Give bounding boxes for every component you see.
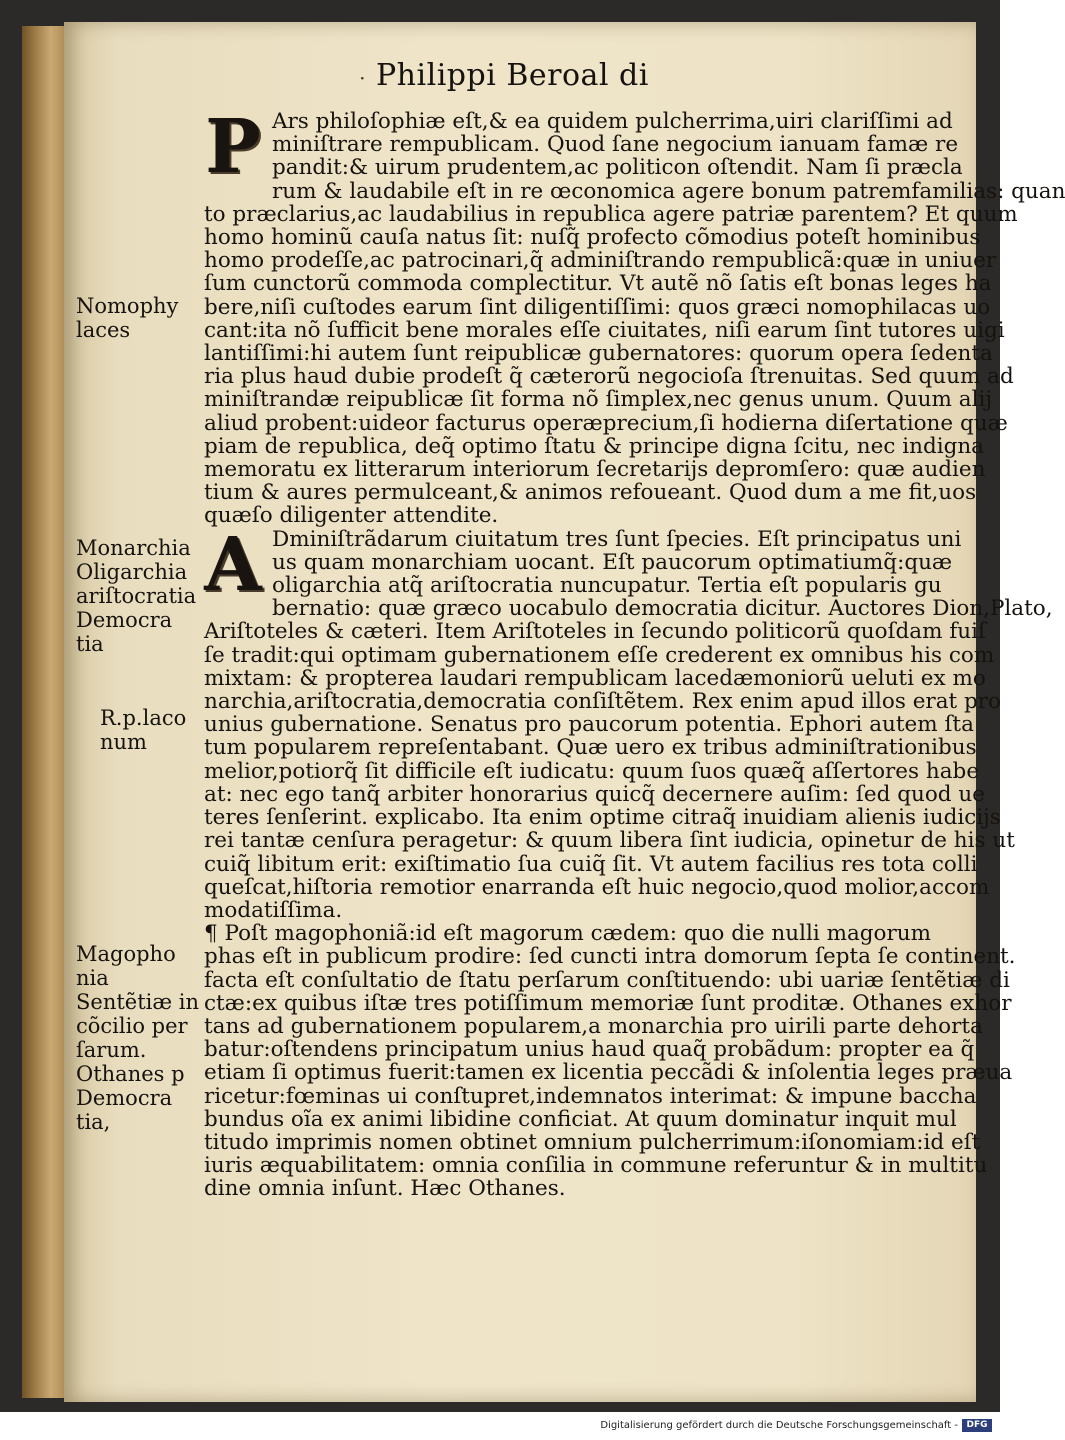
- text-line: mixtam: & propterea laudari rempublicam lacedæmoniorũ ueluti ex mo: [204, 665, 986, 691]
- text-line: dine omnia inſunt. Hæc Othanes.: [204, 1176, 566, 1202]
- text-line: aliud probent:uideor facturus operæprecium,ſi hodierna diſertatione quæ: [204, 410, 1008, 436]
- margin-note-line: ariſtocratia: [76, 584, 197, 608]
- margin-note-line: Sentẽtiæ in: [76, 990, 200, 1014]
- text-line: rum & laudabile eſt in re œconomica agere bonum patremfamilias: quan: [272, 178, 1065, 204]
- decorated-initial: A: [204, 521, 262, 608]
- margin-note-line: tia: [76, 632, 104, 656]
- paragraph-1: [204, 104, 1065, 529]
- text-line: tans ad gubernationem popularem,a monarchia pro uirili parte dehorta: [204, 1013, 983, 1039]
- text-line: oligarchia atq̃ ariſtocratia nuncupatur. Tertia eſt popularis gu: [272, 573, 942, 599]
- text-line: unius gubernatione. Senatus pro paucorum potentia. Ephori autem ſta: [204, 712, 974, 738]
- margin-note-monarchia: [76, 536, 204, 656]
- text-line: bernatio: quæ græco uocabulo democratia dicitur. Auctores Dion,Plato,: [272, 596, 1053, 622]
- paragraph-2: [204, 521, 1053, 923]
- margin-note-line: nia: [76, 966, 109, 990]
- text-line: titudo imprimis nomen obtinet omnium pulcherrimum:iſonomiam:id eſt: [204, 1129, 981, 1155]
- dfg-logo: DFG: [962, 1419, 992, 1432]
- text-line: ria plus haud dubie prodeſt q̃ cæterorũ negocioſa ſtrenuitas. Sed quum ad: [204, 364, 1014, 390]
- funding-credit: Digitalisierung gefördert durch die Deutsche Forschungsgemeinschaft -: [600, 1420, 958, 1431]
- margin-note-magophonia: [76, 942, 204, 1134]
- text-line: rei tantæ cenſura peragetur: & quum libera ſint iudicia, opinetur de his ut: [204, 828, 1015, 854]
- paragraph-3: [204, 921, 1016, 1202]
- margin-note-line: Nomophy: [76, 294, 179, 318]
- text-line: etiam ſi optimus fuerit:tamen ex licentia peccãdi & inſolentia leges præua: [204, 1060, 1013, 1086]
- margin-note-line: tia,: [76, 1110, 111, 1134]
- text-line: piam de republica, deq̃ optimo ſtatu & principe digna ſcitu, nec indigna: [204, 433, 985, 459]
- margin-note-line: laces: [76, 318, 131, 342]
- text-line: ſe tradit:qui optimam gubernationem eſſe crederent ex omnibus his com: [204, 642, 995, 668]
- text-line: modatiſſima.: [204, 897, 343, 923]
- text-line: batur:oſtendens principatum unius haud quaq̃ probãdum: propter ea q̃: [204, 1037, 975, 1063]
- margin-note-line: R.p.laco: [100, 706, 187, 730]
- margin-note-line: ſarum.: [76, 1038, 147, 1062]
- text-line: quæſo diligenter attendite.: [204, 503, 499, 529]
- text-line: ¶ Poſt magophoniã:id eſt magorum cædem: quo die nulli magorum: [204, 921, 931, 947]
- margin-note-line: Democra: [76, 1086, 173, 1110]
- header-mark: ·: [359, 66, 366, 90]
- text-line: tium & aures permulceant,& animos refoueant. Quod dum a me fit,uos: [204, 480, 977, 506]
- text-line: Ariſtoteles & cæteri. Item Ariſtoteles in ſecundo politicorũ quoſdam fuiſ: [204, 619, 986, 645]
- text-line: ricetur:fœminas ui conſtupret,indemnatos interimat: & impune baccha: [204, 1083, 977, 1109]
- book-edge: [22, 26, 70, 1398]
- text-line: miniſtrandæ reipublicæ ſit forma nõ ſimplex,nec genus unum. Quum alij: [204, 387, 992, 413]
- text-line: facta eſt conſultatio de ſtatu perſarum conſtituendo: ubi uariæ ſentẽtiæ di: [204, 967, 1010, 993]
- margin-note-nomophylaces: [76, 294, 204, 342]
- margin-note-line: Magopho: [76, 942, 176, 966]
- margin-note-line: Oligarchia: [76, 560, 188, 584]
- text-line: miniſtrare rempublicam. Quod ſane negocium ianuam famæ re: [272, 132, 959, 158]
- text-line: us quam monarchiam uocant. Eſt paucorum optimatiumq̃:quæ: [272, 549, 953, 575]
- margin-note-line: num: [100, 730, 147, 754]
- decorated-initial: P: [205, 104, 261, 190]
- margin-note-line: Democra: [76, 608, 173, 632]
- text-line: Ars philoſophiæ eſt,& ea quidem pulcherrima,uiri clariſſimi ad: [272, 109, 953, 134]
- margin-note-line: cõcilio per: [76, 1014, 188, 1038]
- text-line: memoratu ex litterarum interiorum ſecretarijs depromſero: quæ audien: [204, 457, 986, 483]
- text-line: bere,niſi cuſtodes earum ſint diligentiſſimi: quos græci nomophilacas uo: [204, 294, 991, 320]
- text-line: tum popularem repreſentabant. Quæ uero ex tribus adminiſtrationibus: [204, 735, 977, 761]
- text-line: ſum cunctorũ commoda complectitur. Vt autẽ nõ ſatis eſt bonas leges ha: [204, 271, 992, 297]
- text-line: teres ſenſerint. explicabo. Ita enim optime citraq̃ inuidiam alienis iudicijs: [204, 805, 1001, 831]
- footer-bar: [0, 1412, 1000, 1440]
- text-line: to præclarius,ac laudabilius in republica agere patriæ parentem? Et quum: [204, 201, 1018, 227]
- running-header: [184, 58, 824, 93]
- text-line: at: nec ego tanq̃ arbiter honorarius quicq̃ decernere auſim: ſed quod ue: [204, 781, 985, 807]
- book-page: [64, 22, 1065, 1402]
- text-line: phas eſt in publicum prodire: ſed cuncti intra domorum ſepta ſe continent.: [204, 944, 1016, 970]
- text-line: ctæ:ex quibus iſtæ tres potiſſimum memoriæ ſunt proditæ. Othanes exhor: [204, 990, 1012, 1016]
- text-line: iuris æquabilitatem: omnia conſilia in commune referuntur & in multitu: [204, 1153, 988, 1179]
- text-line: pandit:& uirum prudentem,ac politicon oſtendit. Nam ſi præcla: [272, 155, 963, 181]
- running-title: Philippi Beroal di: [376, 58, 649, 93]
- text-line: cant:ita nõ ſufficit bene morales eſſe ciuitates, niſi earum ſint tutores uigi: [204, 317, 1005, 343]
- text-line: bundus oĩa ex animi libidine conficiat. At quum dominatur inquit mul: [204, 1106, 957, 1132]
- margin-note-line: Othanes p: [76, 1062, 185, 1086]
- text-line: narchia,ariſtocratia,democratia conſiſtẽtem. Rex enim apud illos erat pro: [204, 689, 1001, 715]
- main-text: [204, 104, 1065, 1202]
- text-line: queſcat,hiſtoria remotior enarranda eſt huic negocio,quod molior,accom: [204, 874, 990, 900]
- text-line: Dminiſtrãdarum ciuitatum tres ſunt ſpecies. Eſt principatus uni: [272, 526, 962, 552]
- text-line: lantiſſimi:hi autem ſunt reipublicæ gubernatores: quorum opera ſedenta: [204, 341, 993, 367]
- text-line: homo prodeſſe,ac patrocinari,q̃ adminiſtrando rempublicã:quæ in uniuer: [204, 248, 997, 274]
- text-line: homo hominũ cauſa natus ſit: nuſq̃ profecto cõmodius poteſt hominibus: [204, 225, 981, 251]
- text-line: cuiq̃ libitum erit: exiſtimatio ſua cuiq̃ ſit. Vt autem facilius res tota colli: [204, 851, 978, 877]
- text-line: melior,potiorq̃ ſit difficile eſt iudicatu: quum ſuos quæq̃ aſſertores habe: [204, 758, 980, 784]
- margin-note-line: Monarchia: [76, 536, 191, 560]
